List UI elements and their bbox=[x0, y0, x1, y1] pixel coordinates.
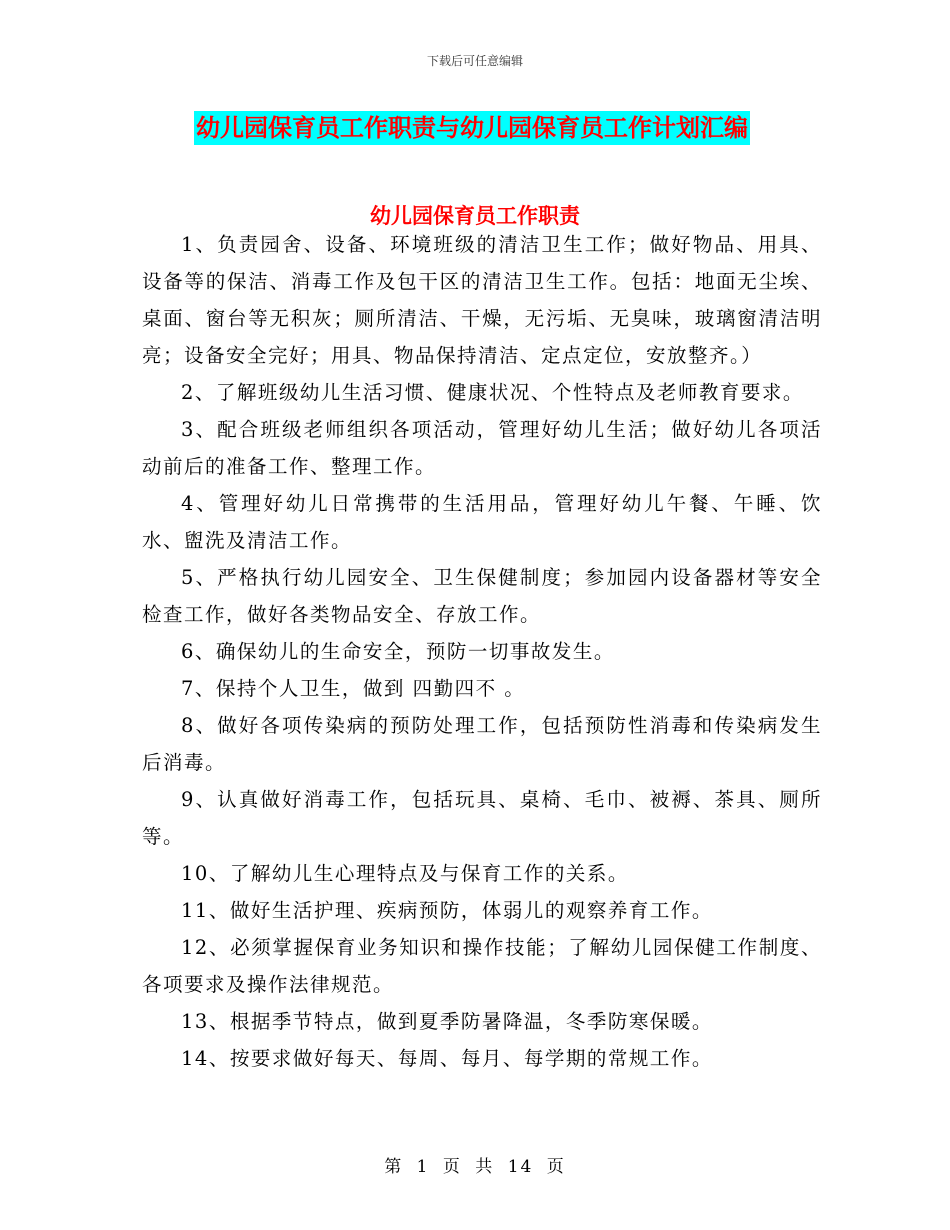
paragraph-7: 7、保持个人卫生，做到 四勤四不 。 bbox=[181, 677, 526, 700]
paragraph-2: 2、了解班级幼儿生活习惯、健康状况、个性特点及老师教育要求。 bbox=[181, 381, 804, 404]
paragraph-1: 1、负责园舍、设备、环境班级的清洁卫生工作；做好物品、用具、设备等的保洁、消毒工作及包干区的清洁卫生工作。包括：地面无尘埃、桌面、窗台等无积灰；厕所清洁、干燥，无污垢、无臭味，玻璃窗清洁明亮；设备安全完好；用具、物品保持清洁、定点定位，安放整齐。） bbox=[142, 233, 822, 367]
page-header-note: 下载后可任意编辑 bbox=[426, 54, 523, 68]
paragraph-9: 9、认真做好消毒工作，包括玩具、桌椅、毛巾、被褥、茶具、厕所等。 bbox=[142, 788, 822, 848]
paragraph-10: 10、了解幼儿生心理特点及与保育工作的关系。 bbox=[181, 862, 629, 885]
page-number-footer: 第 1 页 共 14 页 bbox=[384, 1157, 566, 1177]
paragraph-4: 4、管理好幼儿日常携带的生活用品，管理好幼儿午餐、午睡、饮水、盥洗及清洁工作。 bbox=[142, 492, 822, 552]
paragraph-5: 5、严格执行幼儿园安全、卫生保健制度；参加园内设备器材等安全检查工作，做好各类物品安全、存放工作。 bbox=[142, 566, 822, 626]
paragraph-11: 11、做好生活护理、疾病预防，体弱儿的观察养育工作。 bbox=[181, 899, 713, 922]
paragraph-8: 8、做好各项传染病的预防处理工作，包括预防性消毒和传染病发生后消毒。 bbox=[142, 714, 822, 774]
paragraph-12: 12、必须掌握保育业务知识和操作技能；了解幼儿园保健工作制度、各项要求及操作法律规范。 bbox=[142, 936, 822, 996]
paragraph-6: 6、确保幼儿的生命安全，预防一切事故发生。 bbox=[181, 640, 615, 663]
section-title: 幼儿园保育员工作职责 bbox=[370, 204, 580, 228]
paragraph-13: 13、根据季节特点，做到夏季防暑降温，冬季防寒保暖。 bbox=[181, 1010, 713, 1033]
document-body bbox=[142, 226, 822, 1077]
paragraph-3: 3、配合班级老师组织各项活动，管理好幼儿生活；做好幼儿各项活动前后的准备工作、整理工作。 bbox=[142, 418, 822, 478]
paragraph-14: 14、按要求做好每天、每周、每月、每学期的常规工作。 bbox=[181, 1047, 713, 1070]
document-title: 幼儿园保育员工作职责与幼儿园保育员工作计划汇编 bbox=[194, 111, 750, 145]
